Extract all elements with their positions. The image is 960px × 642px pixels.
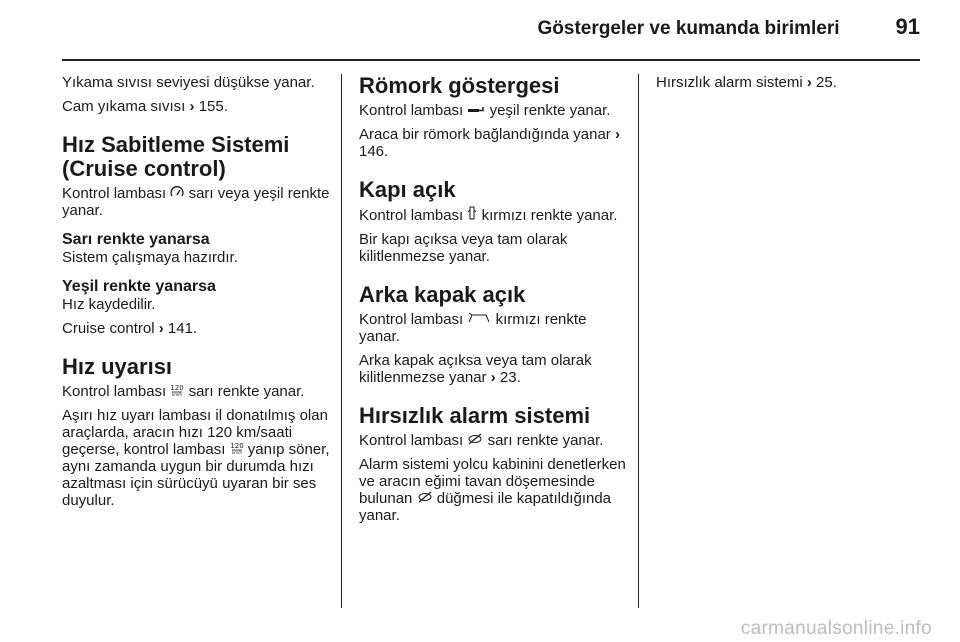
door-open-icon: [467, 206, 477, 224]
svg-text:120: 120: [229, 442, 244, 450]
heading-cruise-control: Hız Sabitleme Sistemi (Cruise control): [62, 132, 290, 181]
heading-door-open: Kapı açık: [359, 177, 456, 202]
watermark: carmanualsonline.info: [740, 618, 932, 639]
paragraph: Kontrol lambası sarı veya yeşil renkte yanar.: [62, 185, 330, 219]
column-divider: [638, 74, 639, 608]
page-reference[interactable]: › 155.: [190, 98, 228, 115]
header-rule: [62, 59, 920, 61]
heading-alarm-system: Hırsızlık alarm sistemi: [359, 403, 591, 428]
speed-120-icon: [170, 383, 184, 400]
column-divider: [341, 74, 342, 608]
svg-text:120: 120: [170, 384, 185, 392]
svg-text:km/h: km/h: [172, 392, 183, 396]
svg-text:km/h: km/h: [231, 450, 242, 454]
paragraph: Hırsızlık alarm sistemi › 25.: [656, 74, 924, 91]
heading-trailer: Römork göstergesi: [359, 73, 560, 98]
paragraph: Kontrol lambası sarı renkte yanar.: [359, 432, 604, 449]
paragraph: Alarm sistemi yolcu kabinini denetlerken ve aracın eğimi tavan döşemesinde bulunan düğmesi ile kapatıldığında yanar.: [359, 456, 626, 524]
paragraph: Cruise control › 141.: [62, 320, 330, 337]
heading-yellow: Sarı renkte yanarsa: [62, 231, 210, 248]
page-reference[interactable]: › 146.: [359, 126, 620, 160]
column-2: [359, 74, 627, 531]
paragraph: Arka kapak açıksa veya tam olarak kilitlenmezse yanar › 23.: [359, 352, 627, 386]
page-reference[interactable]: › 23.: [491, 369, 521, 386]
page-header: [62, 14, 920, 40]
heading-tailgate-open: Arka kapak açık: [359, 282, 526, 307]
paragraph: Yıkama sıvısı seviyesi düşükse yanar.: [62, 74, 315, 91]
heading-green: Yeşil renkte yanarsa: [62, 278, 216, 295]
page-number: 91: [895, 14, 920, 39]
paragraph: Hız kaydedilir.: [62, 296, 156, 313]
speed-120-icon: [230, 441, 244, 458]
cruise-control-icon: [170, 185, 184, 202]
alarm-sensor-icon: [467, 432, 483, 449]
tailgate-open-icon: [467, 311, 491, 328]
column-1: [62, 74, 330, 516]
page-reference[interactable]: › 141.: [159, 320, 197, 337]
paragraph: Kontrol lambası kırmızı renkte yanar.: [359, 207, 618, 224]
column-3: [656, 74, 924, 98]
alarm-sensor-icon: [417, 490, 433, 507]
paragraph: Kontrol lambası yeşil renkte yanar.: [359, 102, 611, 119]
paragraph: Aşırı hız uyarı lambası il donatılmış olan araçlarda, aracın hızı 120 km/saati geçerse, kontrol lambası 120 km/h yanıp söner, aynı zamanda uygun bir durumda hızı azaltması için sürücüyü uyaran bir ses duyulur.: [62, 407, 330, 509]
section-title: Göstergeler ve kumanda birimleri: [537, 18, 840, 39]
trailer-icon: [467, 102, 485, 119]
paragraph: Kontrol lambası kırmızı renkte yanar.: [359, 311, 587, 345]
heading-speed-warning: Hız uyarısı: [62, 354, 173, 379]
paragraph: Kontrol lambası 120 km/h sarı renkte yanar.: [62, 383, 305, 400]
page-reference[interactable]: › 25.: [807, 74, 837, 91]
paragraph: Bir kapı açıksa veya tam olarak kilitlenmezse yanar.: [359, 231, 568, 265]
paragraph: Araca bir römork bağlandığında yanar › 146.: [359, 126, 627, 160]
paragraph: Sistem çalışmaya hazırdır.: [62, 249, 238, 266]
paragraph: Cam yıkama sıvısı › 155.: [62, 98, 330, 115]
